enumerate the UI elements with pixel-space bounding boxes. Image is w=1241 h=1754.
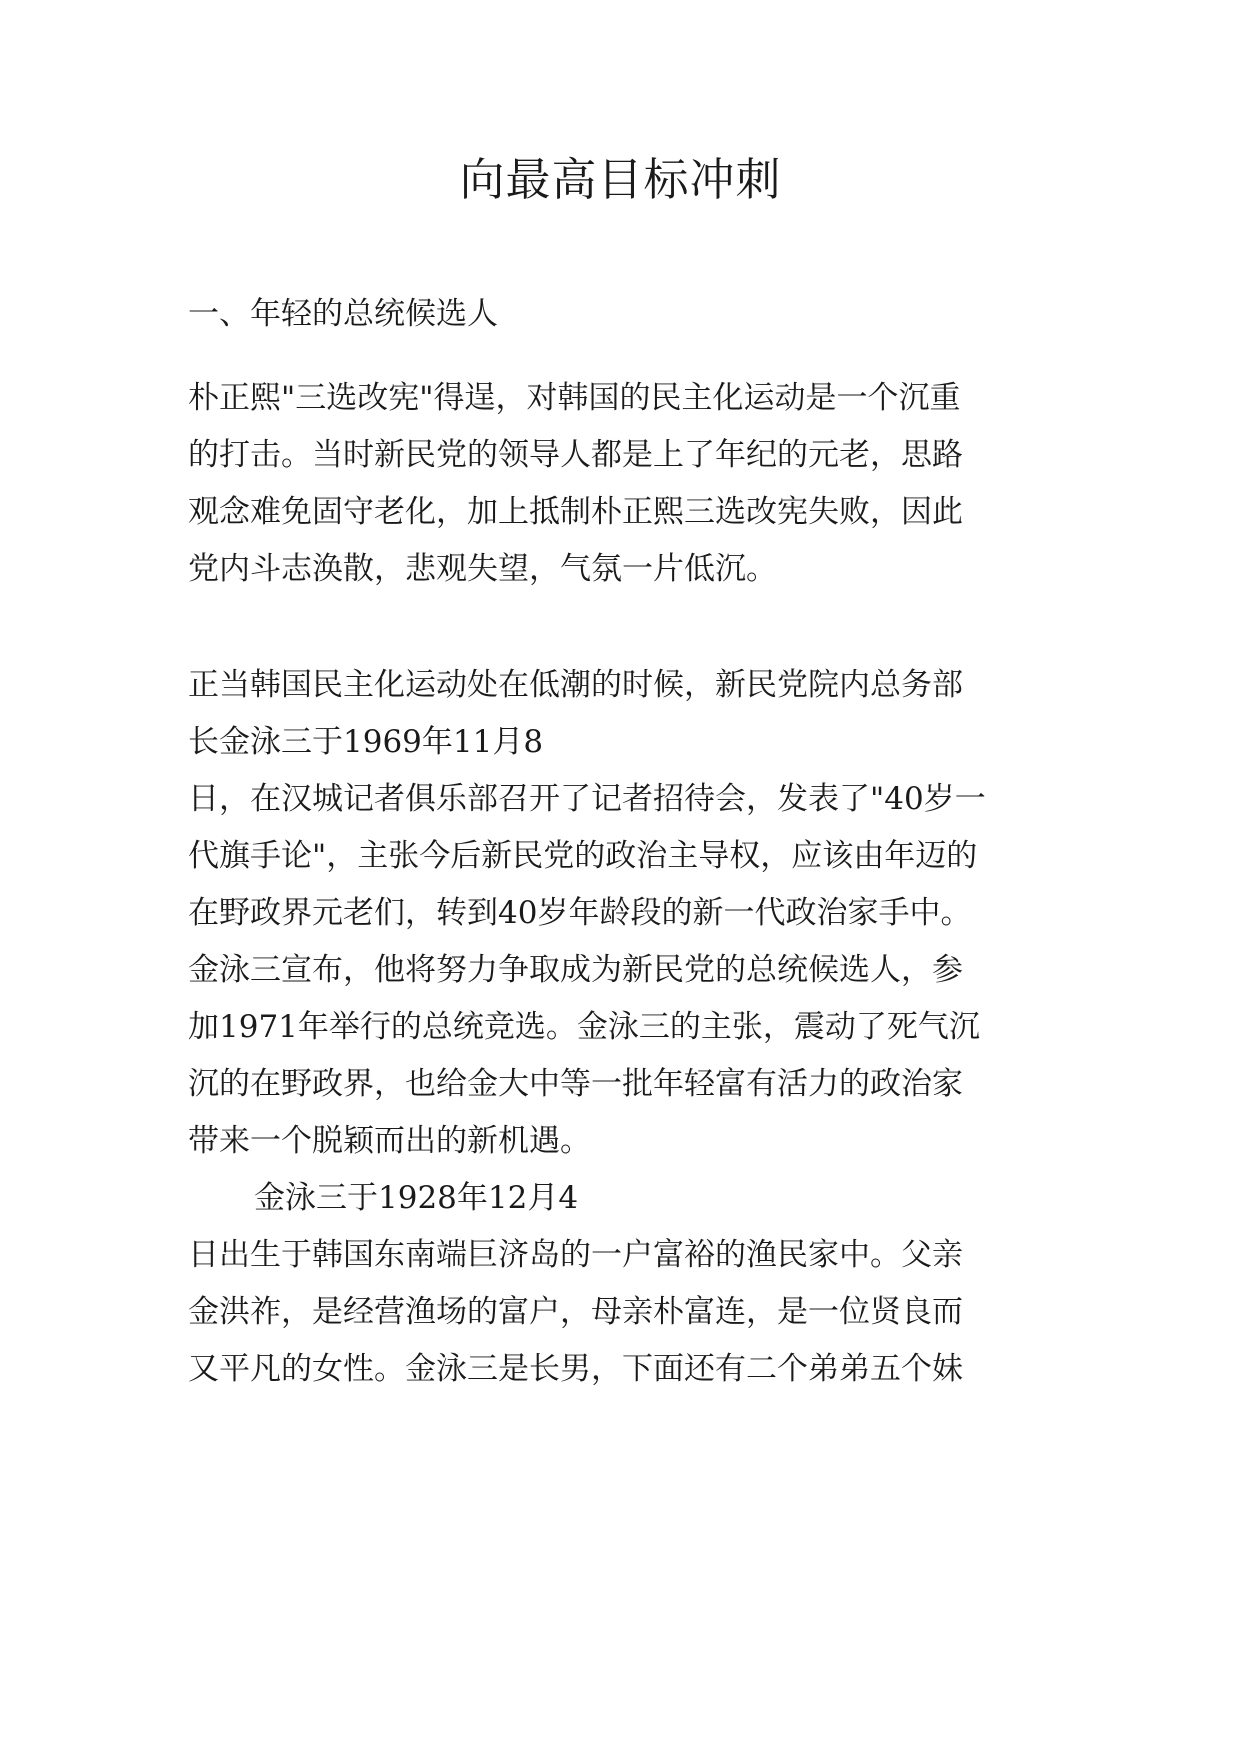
text-line: 沉的在野政界，也给金大中等一批年轻富有活力的政治家 bbox=[188, 1066, 963, 1102]
text-line: 加1971年举行的总统竞选。金泳三的主张，震动了死气沉 bbox=[188, 1009, 980, 1045]
text-line: 朴正熙"三选改宪"得逞，对韩国的民主化运动是一个沉重 bbox=[188, 380, 961, 416]
text-line: 党内斗志涣散，悲观失望，气氛一片低沉。 bbox=[188, 551, 777, 587]
text-line: 金泳三于1928年12月4 bbox=[254, 1180, 579, 1216]
text-line: 的打击。当时新民党的领导人都是上了年纪的元老，思路 bbox=[188, 437, 963, 473]
text-line: 金泳三宣布，他将努力争取成为新民党的总统候选人，参 bbox=[188, 952, 963, 988]
text-line: 代旗手论"，主张今后新民党的政治主导权，应该由年迈的 bbox=[188, 838, 978, 874]
text-line: 日出生于韩国东南端巨济岛的一户富裕的渔民家中。父亲 bbox=[188, 1237, 963, 1273]
text-line: 日，在汉城记者俱乐部召开了记者招待会，发表了"40岁一 bbox=[188, 781, 986, 817]
document-title: 向最高目标冲刺 bbox=[459, 153, 782, 206]
text-line: 带来一个脱颖而出的新机遇。 bbox=[188, 1123, 591, 1159]
text-line: 在野政界元老们，转到40岁年龄段的新一代政治家手中。 bbox=[188, 895, 972, 931]
text-line: 观念难免固守老化，加上抵制朴正熙三选改宪失败，因此 bbox=[188, 494, 963, 530]
text-line: 长金泳三于1969年11月8 bbox=[188, 724, 544, 760]
text-line: 金洪祚，是经营渔场的富户，母亲朴富连，是一位贤良而 bbox=[188, 1294, 963, 1330]
section-heading: 一、年轻的总统候选人 bbox=[188, 296, 498, 332]
text-line: 正当韩国民主化运动处在低潮的时候，新民党院内总务部 bbox=[188, 667, 963, 703]
text-line: 又平凡的女性。金泳三是长男，下面还有二个弟弟五个妹 bbox=[188, 1351, 963, 1387]
